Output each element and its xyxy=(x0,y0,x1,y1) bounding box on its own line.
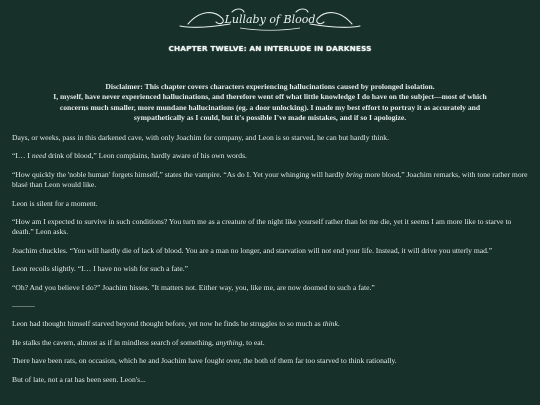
chapter-body xyxy=(12,133,528,393)
paragraph: “How am I expected to survive in such conditions? You turn me as a creature of the night like yourself rather than let me die, yet it seems I am more like to starve to death.” Leon asks. xyxy=(12,217,512,237)
paragraph: Leon recoils slightly. “I… I have no wish for such a fate.” xyxy=(12,264,189,274)
disclaimer-line: I, myself, have never experienced hallucinations, and therefore went off what little knowledge I do have on the subject—most of which xyxy=(53,92,487,102)
paragraph: Days, or weeks, pass in this darkened cave, with only Joachim for company, and Leon is so starved, he can but hardly think. xyxy=(12,133,389,142)
paragraph: There have been rats, on occasion, which he and Joachim have fought over, the both of them far too starved to think rationally. xyxy=(12,356,397,366)
logo-text: Lullaby of Blood xyxy=(224,13,316,26)
paragraph: But of late, not a rat has been seen. Leon's... xyxy=(12,374,146,384)
scene-separator: ——— xyxy=(12,301,35,310)
paragraph: Leon is silent for a moment. xyxy=(12,198,98,208)
site-logo[interactable] xyxy=(0,4,540,34)
disclaimer-line: sympathetically as I could, but it's possible I've made mistakes, and if so I apologize. xyxy=(133,112,407,122)
disclaimer-line: Disclaimer: This chapter covers characters experiencing hallucinations caused by prolonged isolation. xyxy=(105,82,435,91)
chapter-title: CHAPTER TWELVE: AN INTERLUDE IN DARKNESS xyxy=(168,44,372,53)
paragraph: “I… I need drink of blood,” Leon complains, hardly aware of his own words. xyxy=(12,151,247,161)
paragraph: “How quickly the 'noble human' forgets himself,” states the vampire. “As do I. Yet your whinging will hardly bring more blood,” Joachim remarks, with tone rather more blasé than Leon would like. xyxy=(12,169,528,190)
disclaimer xyxy=(20,82,520,123)
paragraph: Leon had thought himself starved beyond thought before, yet now he finds he struggles to so much as think. xyxy=(12,319,340,329)
disclaimer-line: concerns much smaller, more mundane hallucinations (eg. a door unlocking). I made my best effort to portray it as accurately and xyxy=(59,102,481,112)
paragraph: Joachim chuckles. “You will hardly die of lack of blood. You are a man no longer, and starvation will not end your life. Instead, it will drive you utterly mad.” xyxy=(12,245,493,255)
ornamental-logo-icon xyxy=(170,4,370,34)
paragraph: “Oh? And you believe I do?” Joachim hisses. "It matters not. Either way, you, like me, are now doomed to such a fate.” xyxy=(12,282,375,292)
paragraph: He stalks the cavern, almost as if in mindless search of something, anything, to eat. xyxy=(12,337,265,347)
